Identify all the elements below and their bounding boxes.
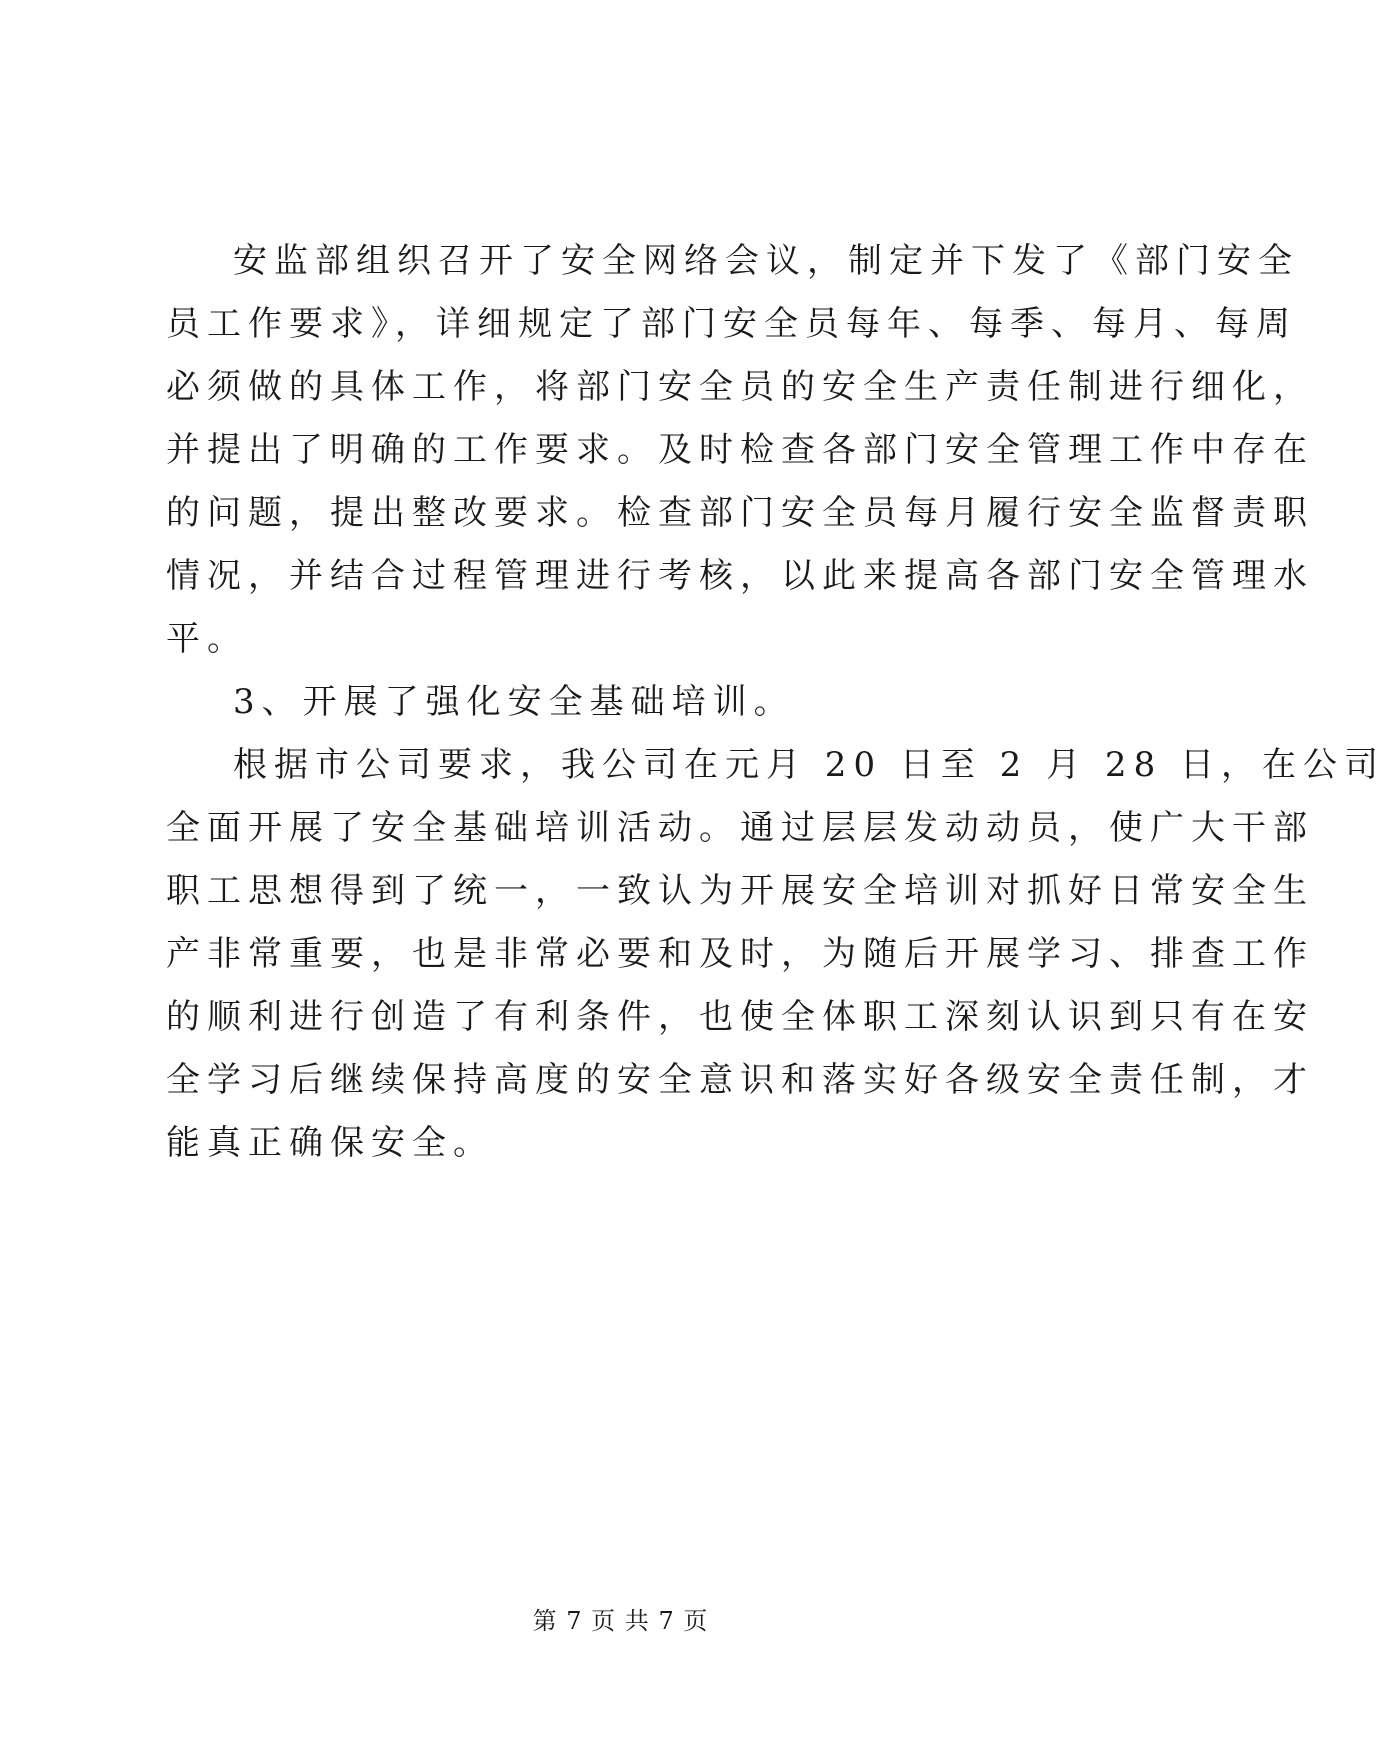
section-heading: 3、开展了强化安全基础培训。 [233, 682, 795, 722]
document-body [166, 230, 1385, 1175]
paragraph-1-line-2: 员工作要求》，详细规定了部门安全员每年、每季、每月、每周 [166, 304, 1297, 344]
paragraph-2-line-5: 的顺利进行创造了有利条件，也使全体职工深刻认识到只有在安 [166, 997, 1314, 1037]
paragraph-2-line-4: 产非常重要，也是非常必要和及时，为随后开展学习、排查工作 [166, 934, 1314, 974]
page-number: 第 7 页 共 7 页 [532, 1607, 709, 1635]
paragraph-2-line-3: 职工思想得到了统一，一致认为开展安全培训对抓好日常安全生 [166, 871, 1314, 911]
paragraph-1-line-7: 平。 [166, 619, 248, 659]
paragraph-1-line-1: 安监部组织召开了安全网络会议，制定并下发了《部门安全 [233, 241, 1299, 281]
paragraph-1-line-3: 必须做的具体工作，将部门安全员的安全生产责任制进行细化， [166, 367, 1314, 407]
paragraph-1-line-5: 的问题，提出整改要求。检查部门安全员每月履行安全监督责职 [166, 493, 1314, 533]
paragraph-2-line-1: 根据市公司要求，我公司在元月 20 日至 2 月 28 日，在公司 [233, 745, 1385, 785]
paragraph-2-line-2: 全面开展了安全基础培训活动。通过层层发动动员，使广大干部 [166, 808, 1314, 848]
paragraph-1-line-4: 并提出了明确的工作要求。及时检查各部门安全管理工作中存在 [166, 430, 1314, 470]
paragraph-2-line-6: 全学习后继续保持高度的安全意识和落实好各级安全责任制，才 [166, 1060, 1314, 1100]
paragraph-1-line-6: 情况，并结合过程管理进行考核，以此来提高各部门安全管理水 [166, 556, 1314, 596]
paragraph-2-line-7: 能真正确保安全。 [166, 1123, 494, 1163]
